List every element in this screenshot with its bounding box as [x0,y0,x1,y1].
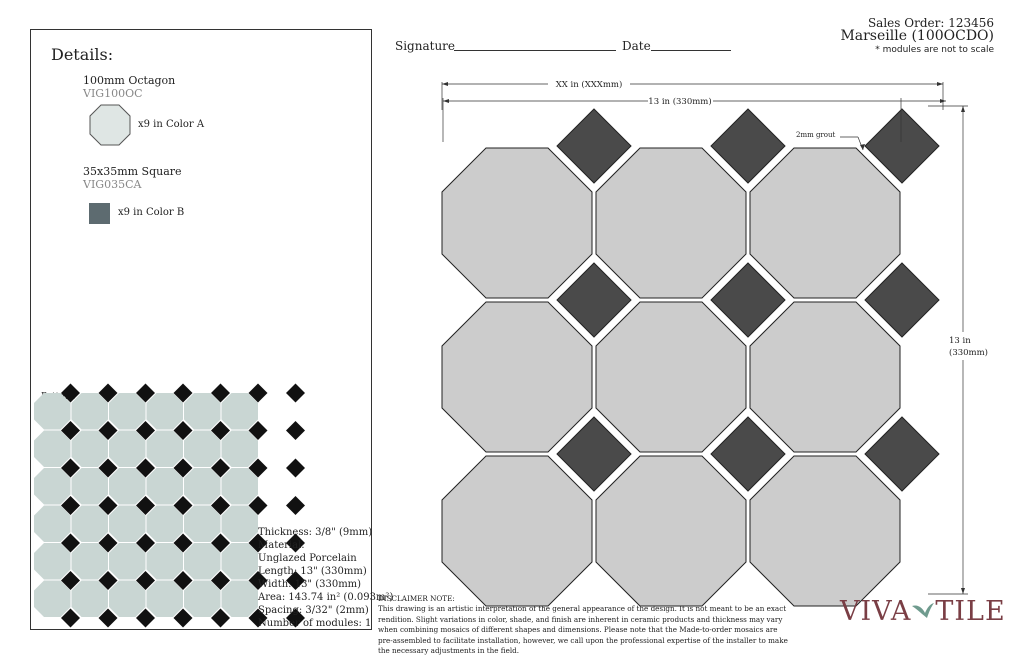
octagon-tile [442,302,592,452]
spec-material-label: Material: [258,540,305,551]
bird-icon [911,600,935,622]
signature-label: Signature [395,39,456,53]
pattern-octagon [147,581,184,618]
pattern-octagon [34,506,71,543]
octagon-swatch-icon [89,104,131,146]
pattern-preview [41,406,256,620]
disclaimer-line-3: when combining mosaics of different shapes and dimensions. Please note that the Made-to-order mosaics are [378,625,778,635]
product-name: Marseille (100OCDO) [840,28,994,44]
spec-thickness: Thickness: 3/8" (9mm) [258,527,373,538]
octagon-tile [596,148,746,298]
brand-word-1: VIVA [840,596,912,627]
spec-area: Area: 143.74 in² (0.093m²) [258,592,394,603]
pattern-octagon [72,506,109,543]
height-label-line1: 13 in [949,336,971,346]
pattern-octagon [184,393,221,430]
pattern-octagon [34,581,71,618]
overall-width-label: XX in (XXXmm) [555,80,623,90]
pattern-octagon [34,431,71,468]
pattern-octagon [222,506,259,543]
height-label-line2: (330mm) [949,348,988,358]
square-swatch-icon [89,203,110,224]
octagon-item-name: 100mm Octagon [83,74,176,87]
square-item-qty: x9 in Color B [118,207,185,218]
pattern-octagon [147,506,184,543]
pattern-octagon [147,468,184,505]
square-item-name: 35x35mm Square [83,165,182,178]
octagon-item-qty: x9 in Color A [138,119,205,130]
octagon-tile [596,456,746,606]
pattern-octagon [34,393,71,430]
tile-drawing [420,70,988,600]
pattern-octagon [72,581,109,618]
disclaimer-line-5: the necessary adjustments in the field. [378,646,520,656]
pattern-octagon [72,543,109,580]
disclaimer-line-2: rendition. Slight variations in color, shade, and finish are inherent in ceramic products and thickness may vary [378,614,783,624]
octagon-tile [442,456,592,606]
sales-order: Sales Order: 123456 [867,16,994,30]
square-item-code: VIG035CA [83,178,142,191]
disclaimer-title: DISCLAIMER NOTE: [378,594,455,603]
disclaimer [378,594,798,656]
pattern-octagon [34,543,71,580]
pattern-octagon [184,581,221,618]
pattern-background [41,406,256,620]
details-title: Details: [51,45,114,64]
spec-width: Width: 13" (330mm) [258,579,362,590]
pattern-octagon [109,468,146,505]
octagon-item-code: VIG100OC [83,87,143,100]
date-line[interactable] [651,50,731,51]
scale-note: * modules are not to scale [875,45,994,55]
pattern-octagon [147,431,184,468]
pattern-octagon [147,543,184,580]
pattern-octagon [109,393,146,430]
pattern-octagon [222,431,259,468]
pattern-octagon [222,468,259,505]
pattern-octagon [184,506,221,543]
date-label: Date [622,39,651,53]
pattern-octagon [109,431,146,468]
grout-label: 2mm grout [796,131,836,139]
pattern-octagon [109,581,146,618]
brand-word-2: TILE [935,596,1006,627]
disclaimer-line-4: pre-assembled to facilitate installation, however, we call upon the professional expertise of the installer to make [378,635,788,645]
pattern-octagon [147,393,184,430]
disclaimer-line-1: This drawing is an artistic interpretation of the general appearance of the design. It is not meant to be an exact [378,604,787,614]
width-label: 13 in (330mm) [648,97,712,107]
brand-logo [840,596,1006,627]
pattern-octagon [184,468,221,505]
octagon-tile [442,148,592,298]
octagon-tile [750,302,900,452]
pattern-octagon [34,468,71,505]
spec-length: Length: 13" (330mm) [258,566,367,577]
spec-spacing: Spacing: 3/32" (2mm) [258,605,369,616]
octagon-tile [750,456,900,606]
pattern-octagon [72,468,109,505]
pattern-octagon [109,506,146,543]
pattern-octagon [184,543,221,580]
pattern-octagon [184,431,221,468]
signature-line[interactable] [454,50,616,51]
pattern-octagon [72,393,109,430]
octagon-tile [750,148,900,298]
spec-modules: Number of modules: 1 [258,618,372,629]
pattern-octagon [109,543,146,580]
octagon-tile [596,302,746,452]
spec-material: Unglazed Porcelain [258,553,357,564]
pattern-octagon [222,393,259,430]
pattern-octagon [222,581,259,618]
specs-list [258,526,393,630]
pattern-octagon [72,431,109,468]
pattern-octagon [222,543,259,580]
